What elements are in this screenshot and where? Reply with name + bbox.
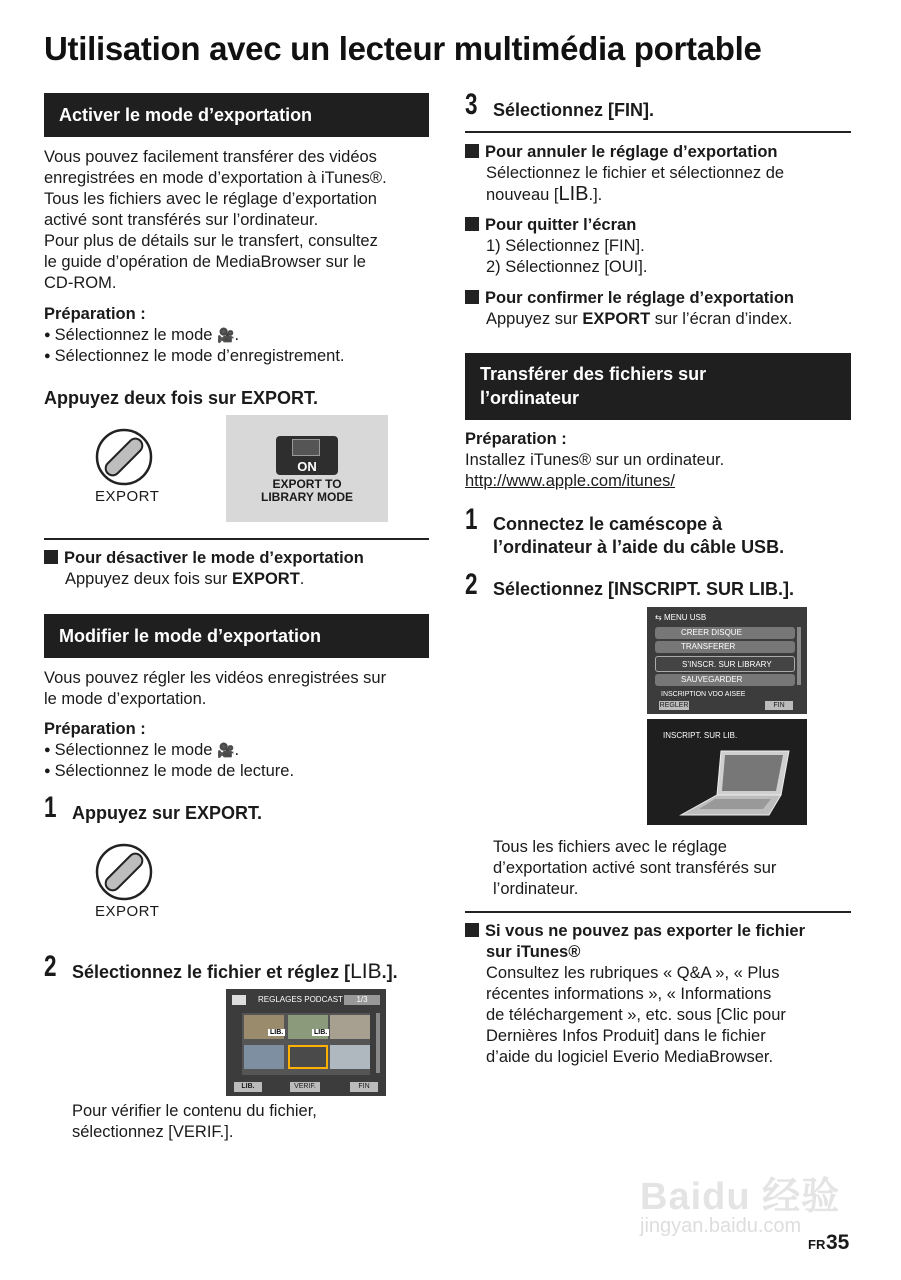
modify-intro: Vous pouvez régler les vidéos enregistrées sur le mode d’exportation. [44, 669, 387, 708]
step-number: 1 [465, 503, 478, 536]
screen-count: 1/3 [344, 995, 380, 1005]
cancel-note: Pour annuler le réglage d’exportation Sélectionnez le fichier et sélectionnez de nouveau [LIB.]. [465, 142, 855, 206]
usb-icon: ⇆ [655, 613, 664, 622]
transfer-note: Tous les fichiers avec le réglage d’exportation activé sont transférés sur l’ordinateur. [493, 838, 777, 898]
regler-button[interactable]: REGLER [659, 702, 689, 709]
page-number: 35 [826, 1231, 850, 1254]
step-number: 3 [465, 88, 478, 121]
export-button-illustration [93, 841, 155, 907]
square-marker-icon [465, 290, 479, 304]
activate-intro: Vous pouvez facilement transférer des vidéos enregistrées en mode d’exportation à iTunes®. Tous les fichiers avec le réglage d’exportation activé sont transférés sur l’ordinateur. Pour plus de détails sur le transfert, consultez le guide d’opération de MediaBrowser sur le CD-ROM. [44, 148, 387, 292]
export-label: EXPORT [95, 488, 160, 505]
confirm-note: Pour confirmer le réglage d’exportation Appuyez sur EXPORT sur l’écran d’index. [465, 288, 855, 330]
laptop-icon [677, 747, 795, 819]
section-heading-transfer: Transférer des fichiers sur l’ordinateur [465, 353, 851, 420]
menu-item-sauvegarder[interactable]: SAUVEGARDER [655, 674, 795, 686]
export-button-icon [93, 426, 155, 488]
square-marker-icon [44, 550, 58, 564]
square-marker-icon [465, 144, 479, 158]
prep-label: Préparation : [44, 305, 146, 323]
divider [465, 911, 851, 913]
step-number: 2 [465, 568, 478, 601]
fin-button[interactable]: FIN [765, 701, 793, 710]
divider [44, 538, 429, 540]
export-button-illustration [93, 426, 155, 492]
lib-tag: LIB. [270, 1029, 284, 1036]
menu-item-transferer[interactable]: TRANSFERER [655, 641, 795, 653]
modify-preparation: Préparation : ● Sélectionnez le mode 🎥. ● Sélectionnez le mode de lecture. [44, 719, 434, 782]
step-number: 2 [44, 950, 57, 983]
verify-note: Pour vérifier le contenu du fichier, sélectionnez [VERIF.]. [72, 1102, 317, 1141]
export-label: EXPORT [95, 903, 160, 920]
quit-note: Pour quitter l’écran 1) Sélectionnez [FIN]. 2) Sélectionnez [OUI]. [465, 215, 855, 278]
transfer-step2: Sélectionnez [INSCRIPT. SUR LIB.]. [493, 579, 795, 599]
lib-button[interactable]: LIB. [234, 1082, 262, 1092]
scrollbar [376, 1013, 380, 1073]
activate-preparation: Préparation : ● Sélectionnez le mode 🎥. ● Sélectionnez le mode d’enregistrement. [44, 304, 434, 367]
language-label: FR [808, 1237, 826, 1252]
fin-button[interactable]: FIN [350, 1082, 378, 1092]
menu-item-creer-disque[interactable]: CREER DISQUE [655, 627, 795, 639]
podcast-screen [226, 989, 386, 1096]
transfer-preparation: Préparation : Installez iTunes® sur un ordinateur. http://www.apple.com/itunes/ [465, 429, 855, 492]
laptop-label: INSCRIPT. SUR LIB. [663, 731, 738, 740]
step-number: 1 [44, 791, 57, 824]
lcd-line2: LIBRARY MODE [260, 490, 353, 504]
lcd-on-label: ON [297, 459, 317, 474]
watermark-url: jingyan.baidu.com [640, 1215, 802, 1237]
section-heading-activate: Activer le mode d’exportation [44, 93, 429, 137]
itunes-link[interactable]: http://www.apple.com/itunes/ [465, 472, 676, 490]
lib-tag: LIB. [314, 1029, 328, 1036]
film-icon [292, 439, 320, 456]
modify-step2: Sélectionnez le fichier et réglez [LIB.]. [72, 960, 398, 983]
square-marker-icon [465, 217, 479, 231]
camera-mode-icon: 🎥 [217, 327, 235, 343]
screen-title: REGLAGES PODCAST [258, 995, 343, 1004]
menu-item-library[interactable]: S’INSCR. SUR LIBRARY [655, 656, 795, 672]
lcd-line1: EXPORT TO [272, 477, 342, 491]
verif-button[interactable]: VERIF. [290, 1082, 320, 1092]
scrollbar [797, 627, 801, 685]
camera-mode-icon: 🎥 [217, 742, 235, 758]
usb-menu-screen [647, 607, 807, 714]
section-heading-modify: Modifier le mode d’exportation [44, 614, 429, 658]
activate-instruction: Appuyez deux fois sur EXPORT. [44, 388, 319, 408]
menu-title: MENU USB [663, 613, 707, 622]
step3-text: Sélectionnez [FIN]. [493, 100, 655, 120]
watermark-logo: Baidu 经验 [640, 1176, 841, 1218]
video-icon [232, 995, 246, 1005]
deactivate-note: Pour désactiver le mode d’exportation Appuyez deux fois sur EXPORT. [44, 548, 434, 590]
export-button-icon [93, 841, 155, 903]
lcd-screen [226, 415, 388, 522]
cant-export-note: Si vous ne pouvez pas exporter le fichier sur iTunes® Consultez les rubriques « Q&A », « Plus récentes informations », « Informations de téléchargement », etc. sous [Clic pour Dernières Infos Produit] dans le fichier d’aide du logiciel Everio MediaBrowser. [465, 921, 860, 1068]
laptop-screen [647, 719, 807, 825]
divider [465, 131, 851, 133]
transfer-step1: Connectez le caméscope à l’ordinateur à l’aide du câble USB. [493, 514, 785, 557]
square-marker-icon [465, 923, 479, 937]
modify-step1: Appuyez sur EXPORT. [72, 803, 263, 823]
menu-footer: INSCRIPTION VDO AISEE [661, 691, 746, 698]
page-title: Utilisation avec un lecteur multimédia portable [44, 30, 762, 67]
